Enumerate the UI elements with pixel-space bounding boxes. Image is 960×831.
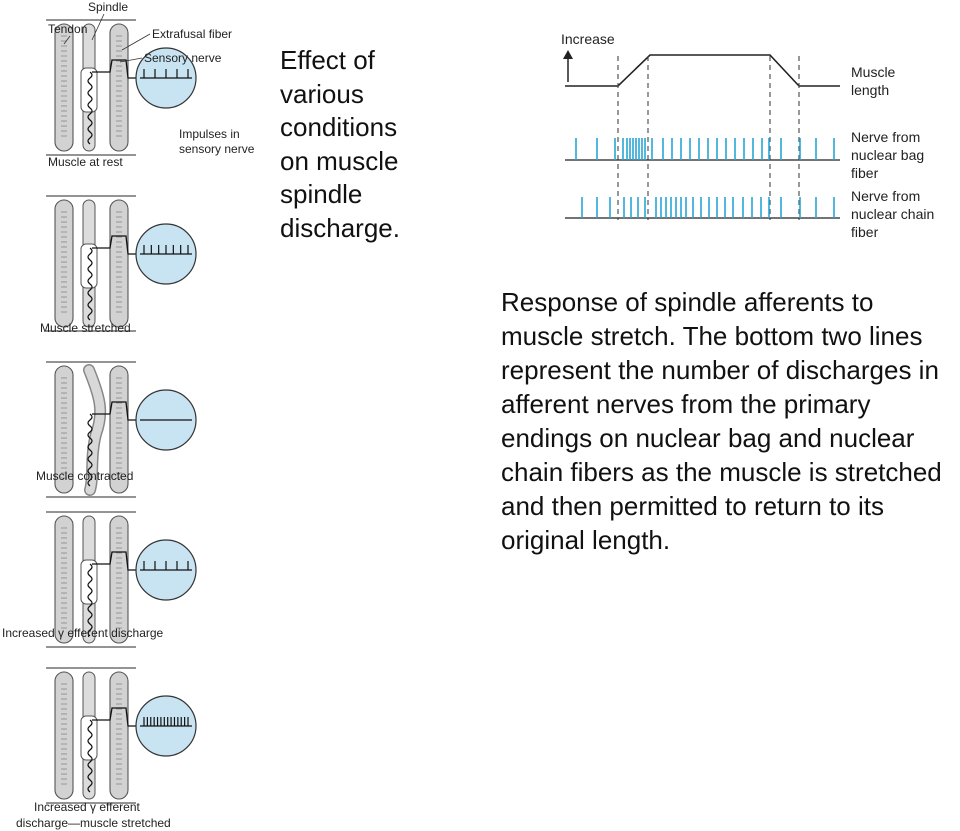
label-tendon: Tendon: [48, 22, 88, 36]
nuclear-bag-label: fiber: [851, 165, 879, 181]
right-caption: Response of spindle afferents to muscle stretch. The bottom two lines represent the number of discharges in afferent nerves from the primary endings on nuclear bag and nuclear chain fibers as the muscle is stretched and then permitted to return to its original length.: [501, 287, 942, 555]
extrafusal-fiber: [55, 24, 73, 151]
spindle-response-figure: [555, 22, 935, 252]
spindle-conditions-figure: [0, 0, 270, 831]
increase-label: Increase: [561, 31, 615, 47]
spindle-panel: [46, 668, 196, 803]
label-extrafusal-fiber: Extrafusal fiber: [152, 27, 233, 41]
panel-caption: Muscle contracted: [36, 469, 134, 483]
extrafusal-fiber: [55, 672, 73, 799]
extrafusal-fiber: [110, 672, 128, 799]
nuclear-bag-label: Nerve from: [851, 129, 921, 145]
spindle-capsule: [81, 560, 97, 604]
extrafusal-fiber: [110, 200, 128, 327]
muscle-length-label: length: [851, 82, 890, 98]
nuclear-chain-label: nuclear chain: [851, 206, 935, 222]
panel-caption: discharge—muscle stretched: [16, 816, 171, 830]
nuclear-bag-label: nuclear bag: [851, 147, 925, 163]
spindle-capsule: [81, 716, 97, 760]
extrafusal-fiber: [55, 200, 73, 327]
increase-arrowhead: [563, 50, 573, 59]
muscle-length-label: Muscle: [851, 64, 896, 80]
extrafusal-fiber: [110, 24, 128, 151]
label-impulses: sensory nerve: [179, 142, 255, 156]
panel-caption: Increased γ efferent: [34, 800, 140, 814]
panel-caption: Muscle at rest: [48, 155, 123, 169]
label-impulses: Impulses in: [179, 127, 240, 141]
label-spindle: Spindle: [88, 0, 129, 14]
nuclear-chain-label: Nerve from: [851, 188, 921, 204]
panel-caption: Muscle stretched: [40, 321, 131, 335]
spindle-panel: [46, 196, 196, 331]
label-sensory-nerve: Sensory nerve: [144, 51, 222, 65]
panel-caption: Increased γ efferent discharge: [2, 626, 164, 640]
extrafusal-fiber: [110, 516, 128, 643]
extrafusal-fiber: [55, 516, 73, 643]
left-caption: Effect of various conditions on muscle spindle discharge.: [280, 45, 400, 243]
nuclear-chain-label: fiber: [851, 224, 879, 240]
spindle-capsule: [81, 68, 97, 112]
spindle-capsule: [81, 244, 97, 288]
